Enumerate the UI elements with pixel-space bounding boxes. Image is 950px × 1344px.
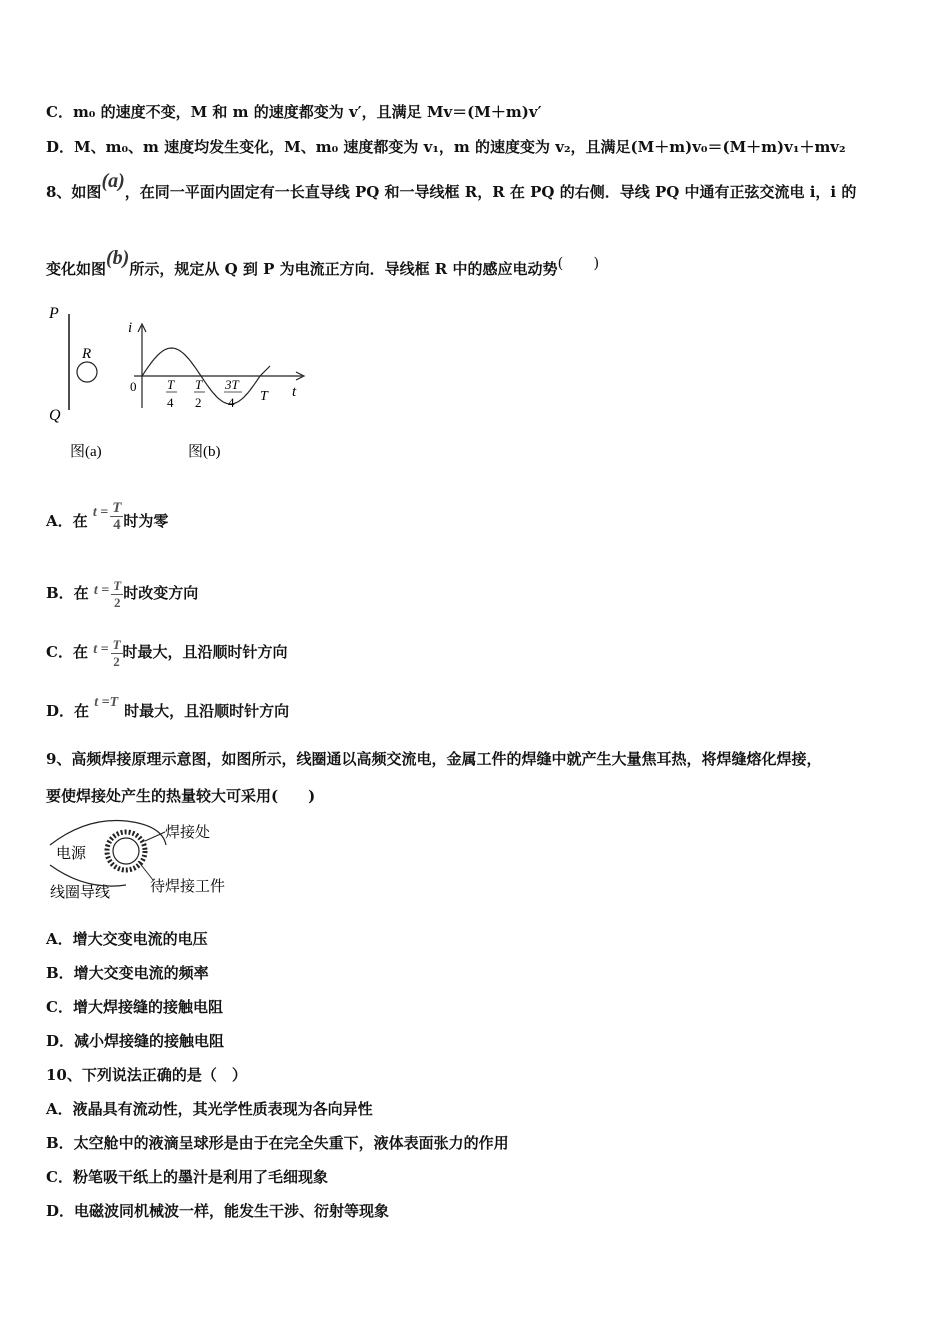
denominator: 2 [113,653,120,669]
denominator: 4 [113,516,121,533]
tick-t4-den: 4 [167,395,174,410]
fraction-t-over-2 [111,578,123,611]
q9-option-c: C．增大焊接缝的接触电阻 [46,998,223,1016]
axis-label-i: i [128,320,133,336]
fraction-t-over-2 [111,637,123,670]
label-coil: 线圈导线 [50,885,111,901]
q9-stem-line2: 要使焊接处产生的热量较大可采用( ) [46,787,316,805]
q10-option-a: A．液晶具有流动性，其光学性质表现为各向异性 [46,1100,373,1118]
workpiece-ring [113,838,139,864]
denominator: 2 [114,594,121,610]
figure-a [40,298,120,468]
q7-option-d: D．M、m₀、m 速度均发生变化，M、m₀ 速度都变为 v₁，m 的速度变为 v₂，且满足(M＋m)v₀＝(M＋m)v₁＋mv₂ [46,138,846,156]
t-equals: t = [93,583,110,598]
option-label: C．在 [46,643,88,661]
figure-b [120,316,320,468]
t-equals-t: t =T [94,695,119,710]
label-p: P [49,305,59,322]
q10-option-b: B．太空舱中的液滴呈球形是由于在完全失重下，液体表面张力的作用 [46,1134,509,1152]
loop-r [77,362,97,382]
q8-stem-line2 [46,247,600,279]
t-equals: t = [92,505,109,520]
option-text: 时最大，且沿顺时针方向 [122,643,288,661]
caption-b: 图(b) [188,444,221,460]
origin-label: 0 [130,379,137,394]
axis-label-t: t [292,384,297,400]
q9-option-d: D．减小焊接缝的接触电阻 [46,1032,225,1050]
label-power: 电源 [56,846,87,862]
label-workpiece: 待焊接工件 [150,879,226,895]
q8-option-a [46,499,169,540]
welding-figure [46,815,241,905]
tick-t2-num: T [195,377,203,392]
tick-t4-num: T [167,377,175,392]
t-equals: t = [93,642,109,657]
q8-option-c [46,635,288,671]
tick-3t4-den: 4 [228,395,235,410]
option-text: 时改变方向 [123,584,199,602]
q8-stem-line1 [46,170,857,202]
fig-a-reference: (a) [101,170,125,192]
tick-3t4-num: 3T [225,377,239,392]
numerator: T [112,499,122,516]
leader-workpiece [138,861,153,880]
q8-stem-text: ，在同一平面内固定有一长直导线 PQ 和一导线框 R，R 在 PQ 的右侧．导线 PQ 中通有正弦交流电 i，i 的 [124,183,857,201]
tick-t: T [260,389,268,404]
q8-stem-text: 变化如图 [46,260,107,278]
q8-stem-text: 8、如图 [46,183,102,201]
q10-option-d: D．电磁波同机械波一样，能发生干涉、衍射等现象 [46,1202,390,1220]
label-q: Q [49,407,61,424]
q7-option-c: C．m₀ 的速度不变，M 和 m 的速度都变为 v′，且满足 Mv＝(M＋m)v′ [46,103,542,121]
option-text: 时为零 [123,512,169,530]
q8-stem-text: 所示，规定从 Q 到 P 为电流正方向．导线框 R 中的感应电动势 [129,260,558,278]
label-r: R [82,346,92,362]
q8-option-b [46,576,198,612]
q10-stem: 10、下列说法正确的是（ ） [46,1066,247,1084]
q10-option-c: C．粉笔吸干纸上的墨汁是利用了毛细现象 [46,1168,328,1186]
fig-b-reference: (b) [106,247,130,269]
option-text: 时最大，且沿顺时针方向 [124,702,290,720]
fraction-t-over-4 [110,500,123,533]
q9-option-a: A．增大交变电流的电压 [46,930,208,948]
tick-t2-den: 2 [195,395,202,410]
q9-option-b: B．增大交变电流的频率 [46,964,209,982]
option-label: B．在 [46,584,89,602]
numerator: T [112,636,121,652]
q9-stem-line1: 9、高频焊接原理示意图，如图所示，线圈通以高频交流电，金属工件的焊缝中就产生大量焦耳热，将焊缝熔化焊接， [46,750,822,768]
option-label: D．在 [46,702,90,720]
numerator: T [113,577,122,593]
label-weld: 焊接处 [165,825,211,841]
option-label: A．在 [46,512,88,530]
answer-paren: ( ) [557,254,600,272]
caption-a: 图(a) [70,444,102,460]
q8-option-d [46,695,290,724]
